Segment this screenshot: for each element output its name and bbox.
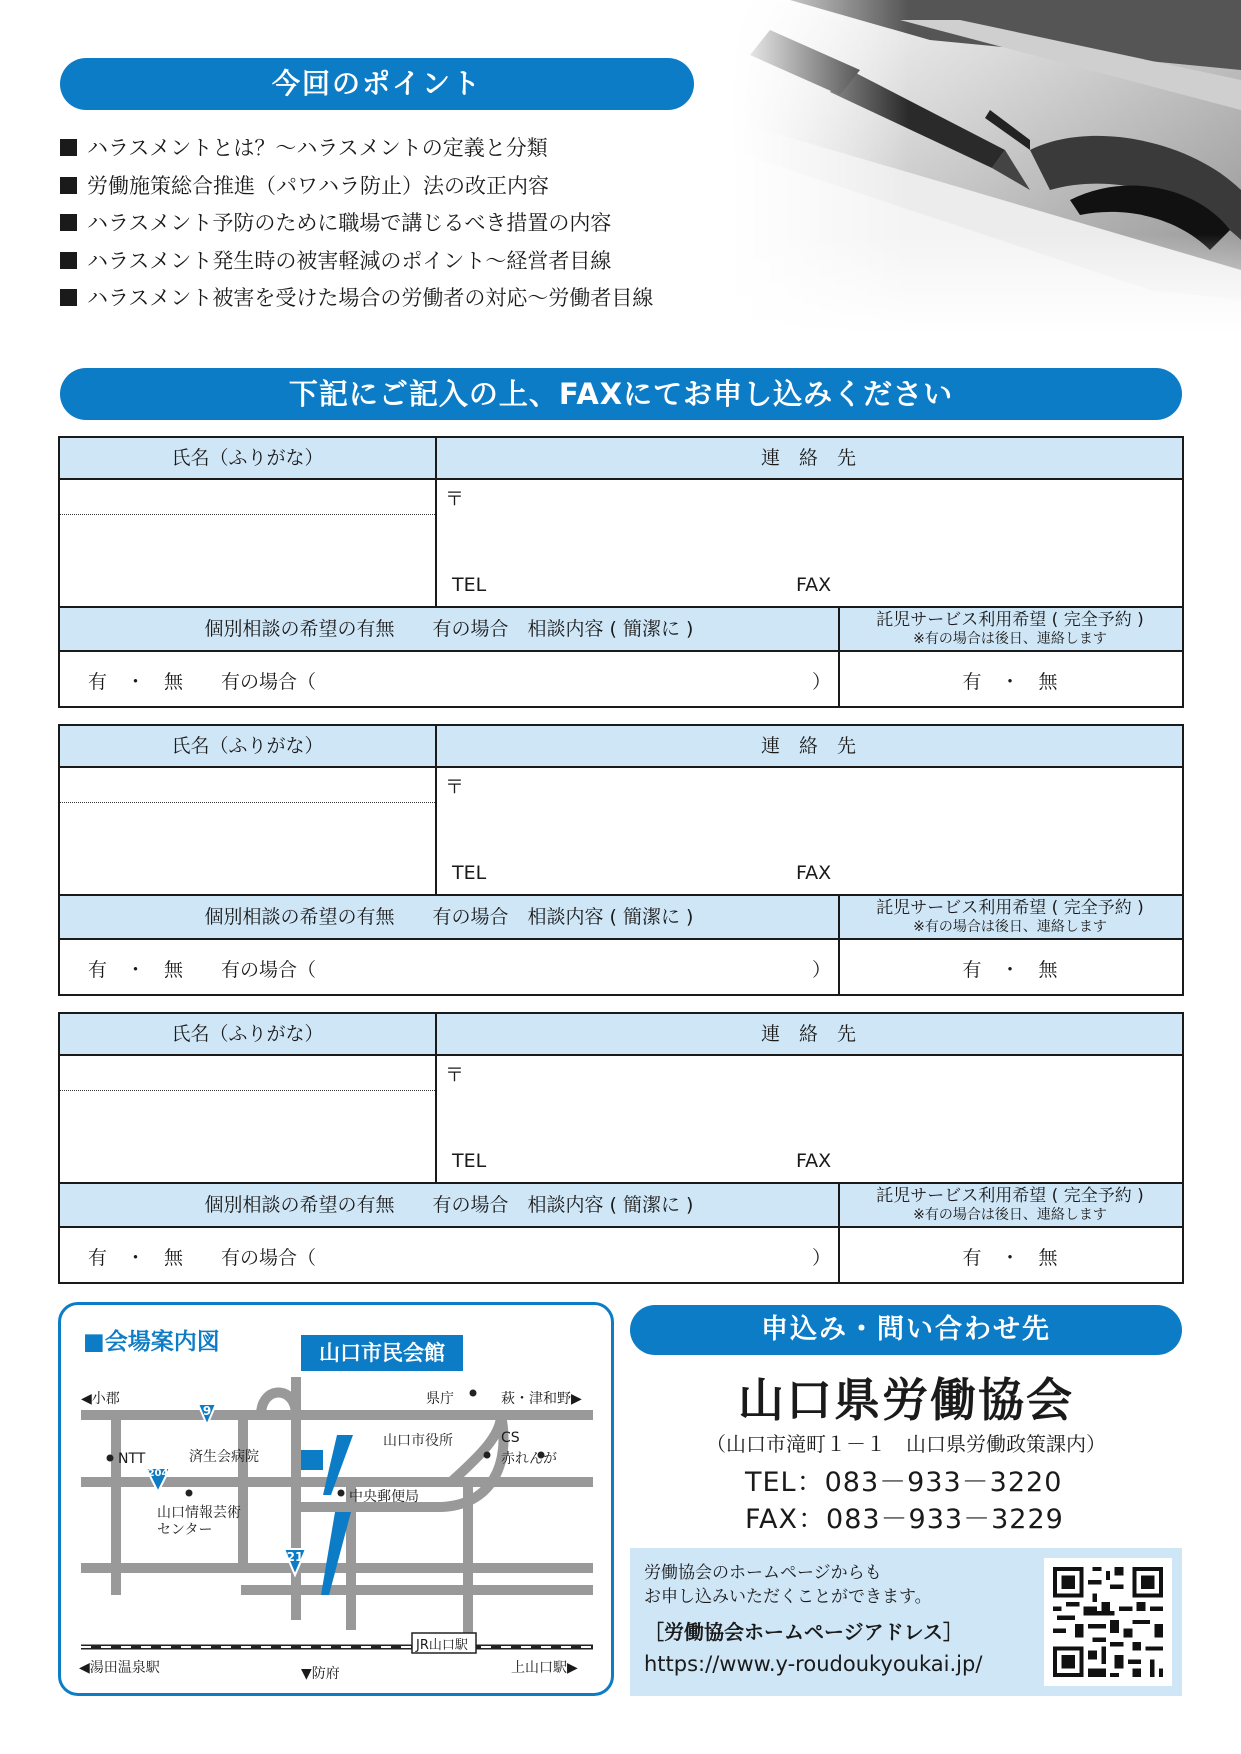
name-header: 氏名（ふりがな） [60, 438, 435, 478]
venue-map [58, 1302, 614, 1696]
ntt-label: NTT [118, 1451, 146, 1467]
square-bullet-icon [60, 214, 77, 231]
postal-mark: 〒 [445, 488, 465, 510]
name-header: 氏名（ふりがな） [60, 726, 435, 766]
chuo-post-label: 中央郵便局 [349, 1489, 419, 1505]
name-field[interactable] [60, 804, 435, 894]
hofu-label: ▼防府 [301, 1666, 340, 1682]
website-note-2: お申し込みいただくことができます。 [644, 1587, 932, 1607]
list-item: ハラスメント発生時の被害軽減のポイント～経営者目線 [60, 243, 653, 281]
points-title: 今回のポイント [60, 58, 694, 110]
hagi-label: 萩・津和野▶ [501, 1391, 582, 1407]
website-label: ［労働協会ホームページアドレス］ [644, 1620, 963, 1644]
childcare-header: 託児サービス利用希望 ( 完全予約 ) ※有の場合は後日、連絡します [838, 608, 1182, 650]
childcare-header: 託児サービス利用希望 ( 完全予約 ) ※有の場合は後日、連絡します [838, 896, 1182, 938]
org-name: 山口県労働協会 [738, 1373, 1074, 1427]
route-9-label: 9 [202, 1404, 212, 1418]
cs-label: CS [501, 1430, 520, 1446]
application-form-1 [58, 436, 1184, 708]
application-form-3 [58, 1012, 1184, 1284]
ogori-label: ◀小郡 [81, 1391, 120, 1407]
route-21-label: 21 [286, 1550, 304, 1564]
childcare-note: ※有の場合は後日、連絡します [913, 631, 1107, 647]
contact-header: 連 絡 先 [435, 726, 1182, 766]
name-field[interactable] [60, 516, 435, 606]
fax-label: FAX [796, 862, 832, 884]
pen-photo [730, 0, 1241, 335]
website-note-1: 労働協会のホームページからも [644, 1563, 882, 1583]
tel-label: TEL [452, 862, 487, 884]
childcare-choice[interactable]: 有 ・ 無 [962, 671, 1058, 693]
fax-label: FAX [796, 574, 832, 596]
yuda-label: ◀湯田温泉駅 [79, 1660, 160, 1676]
route-204-label: 204 [147, 1468, 169, 1479]
website-box [630, 1548, 1182, 1696]
tel-label: TEL [452, 574, 487, 596]
childcare-choice[interactable]: 有 ・ 無 [962, 1247, 1058, 1269]
fax-form-title: 下記にご記入の上、FAXにてお申し込みください [60, 368, 1182, 420]
postal-mark: 〒 [445, 776, 465, 798]
contact-header: 連 絡 先 [435, 1014, 1182, 1054]
contact-header: 連 絡 先 [435, 438, 1182, 478]
saiseikai-label: 済生会病院 [189, 1449, 259, 1465]
square-bullet-icon [60, 289, 77, 306]
contact-title: 申込み・問い合わせ先 [630, 1305, 1182, 1355]
org-address: （山口市滝町１－１ 山口県労働政策課内） [706, 1432, 1106, 1456]
kamiyamaguchi-label: 上山口駅▶ [511, 1660, 578, 1676]
joho-label-2: センター [157, 1522, 213, 1538]
joho-label-1: 山口情報芸術 [157, 1505, 241, 1521]
square-bullet-icon [60, 139, 77, 156]
venue-label: 山口市民会館 [301, 1335, 463, 1371]
akarenga-label: 赤れんが [501, 1451, 557, 1467]
furigana-field[interactable] [60, 1056, 435, 1090]
jr-yamaguchi-label: JR山口駅 [416, 1638, 468, 1653]
childcare-header: 託児サービス利用希望 ( 完全予約 ) ※有の場合は後日、連絡します [838, 1184, 1182, 1226]
venue-marker [301, 1450, 323, 1470]
childcare-note: ※有の場合は後日、連絡します [913, 1207, 1107, 1223]
qr-code-icon[interactable] [1044, 1558, 1172, 1686]
org-tel: TEL：083－933－3220 [745, 1467, 1063, 1498]
square-bullet-icon [60, 252, 77, 269]
tel-label: TEL [452, 1150, 487, 1172]
childcare-note: ※有の場合は後日、連絡します [913, 919, 1107, 935]
consult-choice[interactable]: 有 ・ 無 有の場合（ [88, 959, 317, 981]
website-url[interactable]: https://www.y-roudoukyoukai.jp/ [644, 1652, 983, 1676]
application-form-2 [58, 724, 1184, 996]
name-header: 氏名（ふりがな） [60, 1014, 435, 1054]
list-item: 労働施策総合推進（パワハラ防止）法の改正内容 [60, 168, 653, 206]
list-item: ハラスメント被害を受けた場合の労働者の対応～労働者目線 [60, 280, 653, 318]
map-title: ■会場案内図 [83, 1329, 220, 1355]
name-field[interactable] [60, 1092, 435, 1182]
consult-choice[interactable]: 有 ・ 無 有の場合（ [88, 671, 317, 693]
list-item: ハラスメントとは？～ハラスメントの定義と分類 [60, 130, 653, 168]
consult-header: 個別相談の希望の有無 有の場合 相談内容 ( 簡潔に ) [60, 1184, 838, 1226]
square-bullet-icon [60, 177, 77, 194]
furigana-field[interactable] [60, 768, 435, 802]
list-item: ハラスメント予防のために職場で講じるべき措置の内容 [60, 205, 653, 243]
close-paren: ） [812, 671, 832, 693]
close-paren: ） [812, 959, 832, 981]
consult-header: 個別相談の希望の有無 有の場合 相談内容 ( 簡潔に ) [60, 608, 838, 650]
consult-header: 個別相談の希望の有無 有の場合 相談内容 ( 簡潔に ) [60, 896, 838, 938]
close-paren: ） [812, 1247, 832, 1269]
fax-label: FAX [796, 1150, 832, 1172]
childcare-choice[interactable]: 有 ・ 無 [962, 959, 1058, 981]
org-fax: FAX：083－933－3229 [745, 1504, 1064, 1535]
shiyakusho-label: 山口市役所 [383, 1433, 453, 1449]
kencho-label: 県庁 [426, 1391, 454, 1407]
furigana-field[interactable] [60, 480, 435, 514]
postal-mark: 〒 [445, 1064, 465, 1086]
consult-choice[interactable]: 有 ・ 無 有の場合（ [88, 1247, 317, 1269]
points-list [60, 130, 653, 318]
